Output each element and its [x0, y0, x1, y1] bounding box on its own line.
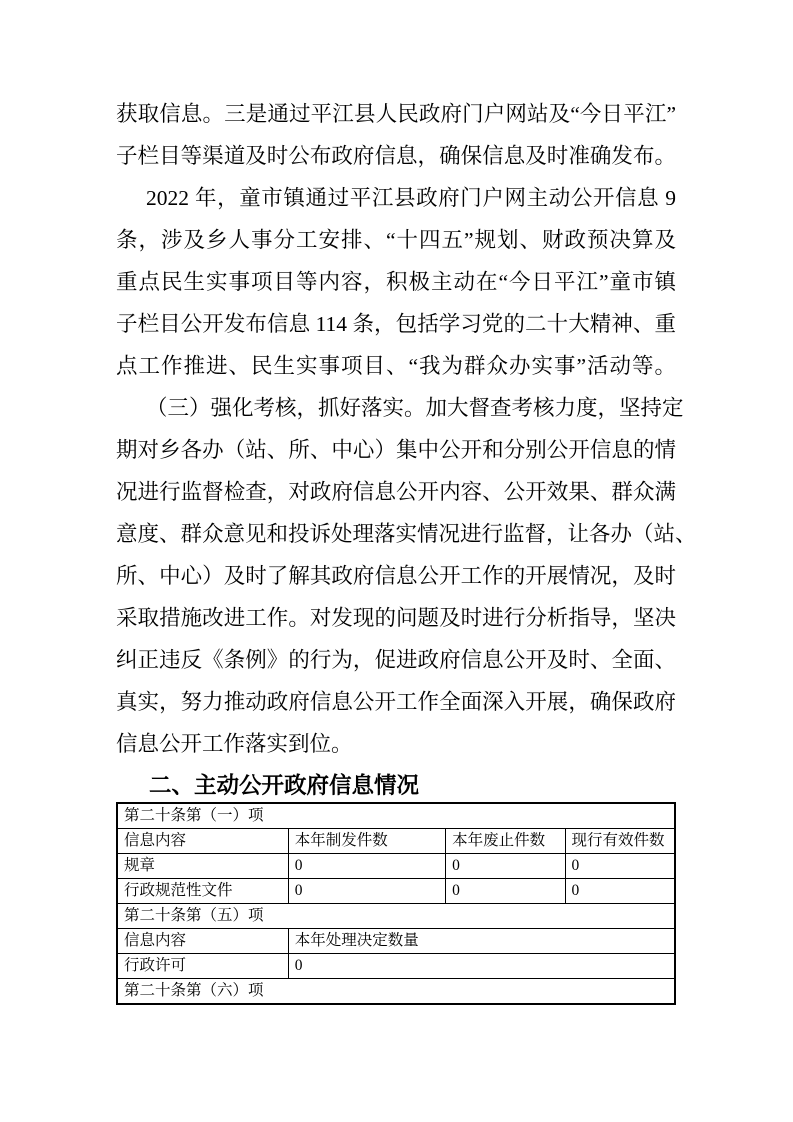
table-cell: 第二十条第（五）项 — [117, 904, 675, 929]
table-cell: 现行有效件数 — [565, 829, 675, 854]
body-line: 所、中心）及时了解其政府信息公开工作的开展情况，及时 — [116, 564, 676, 588]
body-line: 点工作推进、民生实事项目、“我为群众办实事”活动等。 — [116, 354, 676, 378]
table-cell: 行政许可 — [117, 954, 288, 979]
table-cell: 本年处理决定数量 — [288, 929, 675, 954]
table-header-row — [117, 829, 675, 854]
body-line: 期对乡各办（站、所、中心）集中公开和分别公开信息的情 — [116, 438, 676, 462]
table-section-row — [117, 904, 675, 929]
table-data-row — [117, 954, 675, 979]
body-line: 采取措施改进工作。对发现的问题及时进行分析指导，坚决 — [116, 606, 676, 630]
body-line: 真实，努力推动政府信息公开工作全面深入开展，确保政府 — [116, 690, 676, 714]
table-header-row — [117, 929, 675, 954]
table-cell: 本年制发件数 — [288, 829, 445, 854]
section-heading: 二、主动公开政府信息情况 — [149, 773, 420, 798]
table-cell: 第二十条第（一）项 — [117, 803, 675, 829]
table-cell: 0 — [565, 879, 675, 904]
body-line: 子栏目公开发布信息 114 条，包括学习党的二十大精神、重 — [116, 312, 676, 336]
body-line: 条，涉及乡人事分工安排、“十四五”规划、财政预决算及 — [116, 228, 676, 252]
body-line: （三）强化考核，抓好落实。加大督查考核力度，坚持定 — [146, 396, 684, 420]
table-data-row — [117, 879, 675, 904]
table-cell: 0 — [288, 954, 675, 979]
body-line: 2022 年，童市镇通过平江县政府门户网主动公开信息 9 — [146, 186, 676, 210]
table-cell: 第二十条第（六）项 — [117, 979, 675, 1005]
table-cell: 0 — [288, 854, 445, 879]
table-cell: 信息内容 — [117, 829, 288, 854]
body-line: 纠正违反《条例》的行为，促进政府信息公开及时、全面、 — [116, 648, 676, 672]
body-line: 况进行监督检查，对政府信息公开内容、公开效果、群众满 — [116, 480, 676, 504]
table-cell: 本年废止件数 — [446, 829, 565, 854]
table-cell: 0 — [446, 879, 565, 904]
table-cell: 规章 — [117, 854, 288, 879]
body-line: 获取信息。三是通过平江县人民政府门户网站及“今日平江” — [116, 102, 676, 126]
body-line: 信息公开工作落实到位。 — [116, 732, 353, 756]
table-cell: 信息内容 — [117, 929, 288, 954]
table-cell: 0 — [288, 879, 445, 904]
table-cell: 行政规范性文件 — [117, 879, 288, 904]
table-cell: 0 — [446, 854, 565, 879]
table-cell: 0 — [565, 854, 675, 879]
table-section-row — [117, 979, 675, 1005]
disclosure-table — [116, 802, 676, 1005]
table-data-row — [117, 854, 675, 879]
body-line: 意度、群众意见和投诉处理落实情况进行监督，让各办（站、 — [116, 522, 697, 546]
body-line: 子栏目等渠道及时公布政府信息，确保信息及时准确发布。 — [116, 144, 676, 168]
document-text — [116, 93, 697, 1005]
body-line: 重点民生实事项目等内容，积极主动在“今日平江”童市镇 — [116, 270, 676, 294]
